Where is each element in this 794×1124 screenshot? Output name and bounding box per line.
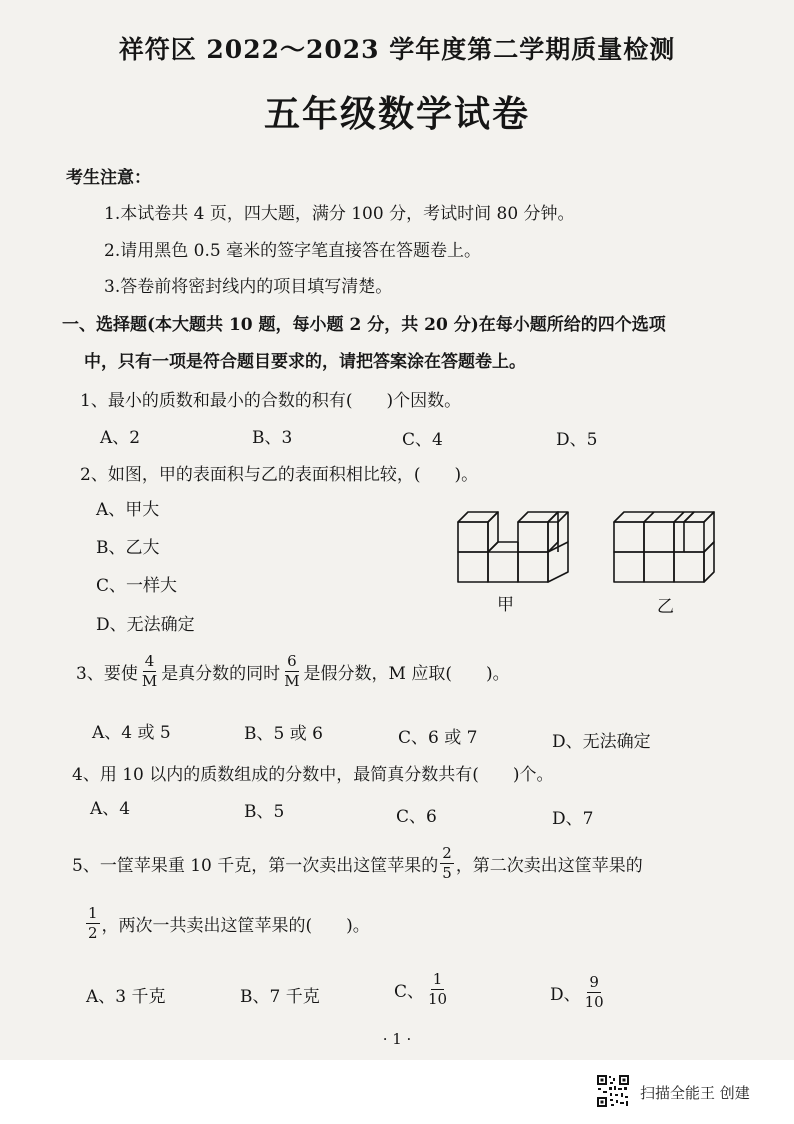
- cube-drawing-yi: [612, 508, 724, 584]
- q4-option-a: A、4: [90, 799, 131, 819]
- q3-fraction-6-over-m: [282, 654, 301, 689]
- q4-option-d: D、7: [552, 809, 594, 829]
- q5-stem-line1: [72, 846, 643, 881]
- q2-option-d: D、无法确定: [96, 615, 195, 635]
- scanner-watermark-label: 扫描全能王 创建: [640, 1084, 750, 1102]
- notice-item-1: 1.本试卷共 4 页，四大题，满分 100 分，考试时间 80 分钟。: [104, 204, 575, 224]
- q3-option-d: D、无法确定: [552, 732, 651, 752]
- exam-title-line1: 祥符区 2022～2023 学年度第二学期质量检测: [118, 35, 676, 64]
- figure-label-jia: 甲: [497, 595, 514, 615]
- q5-option-d-fraction: [583, 975, 606, 1010]
- q5-fraction-2-over-5: [440, 846, 454, 881]
- q5-option-c: [394, 972, 451, 1007]
- q1-option-d: D、5: [556, 430, 598, 450]
- cube-figure-yi: [612, 508, 724, 584]
- q3-fraction-4-over-m: [140, 654, 159, 689]
- notice-heading: 考生注意：: [66, 168, 151, 188]
- q5-option-d-numerator: 9: [589, 973, 599, 991]
- q5-stem-line2: [84, 906, 370, 941]
- q5-option-d-prefix: D、: [550, 985, 581, 1005]
- q3-stem-post: 是假分数，M 应取( )。: [303, 664, 510, 684]
- q5-stem-line2-text: ，两次一共卖出这筐苹果的( )。: [101, 916, 370, 936]
- q3-stem-pre: 3、要使: [76, 664, 138, 684]
- q1-stem: 1、最小的质数和最小的合数的积有( )个因数。: [80, 391, 462, 411]
- cube-drawing-jia: [456, 508, 576, 584]
- q1-option-c: C、4: [402, 430, 443, 450]
- q5-option-c-fraction: [426, 972, 449, 1007]
- q5-fraction-1-over-2: [86, 906, 100, 941]
- figure-label-yi: 乙: [657, 597, 674, 617]
- q3-frac1-numerator: 4: [144, 652, 155, 670]
- q2-option-a: A、甲大: [96, 500, 160, 520]
- q4-option-c: C、6: [396, 807, 437, 827]
- q5-frac2-numerator: 1: [88, 904, 98, 922]
- notice-item-2: 2.请用黑色 0.5 毫米的签字笔直接答在答题卷上。: [104, 241, 482, 261]
- q1-option-b: B、3: [252, 428, 293, 448]
- q5-option-a: A、3 千克: [86, 987, 166, 1007]
- q5-option-c-prefix: C、: [394, 982, 425, 1002]
- q5-option-b: B、7 千克: [240, 987, 320, 1007]
- notice-item-3: 3.答卷前将密封线内的项目填写清楚。: [104, 277, 393, 297]
- q5-stem-post: ，第二次卖出这筐苹果的: [455, 856, 643, 876]
- q3-stem: [76, 654, 510, 689]
- section1-heading-line2: 中，只有一项是符合题目要求的，请把答案涂在答题卷上。: [84, 352, 526, 372]
- q4-stem: 4、用 10 以内的质数组成的分数中，最简真分数共有( )个。: [72, 765, 554, 785]
- page-number: · 1 ·: [382, 1030, 412, 1048]
- q5-option-c-denominator: 10: [428, 990, 448, 1008]
- q3-option-a: A、4 或 5: [92, 723, 171, 743]
- q3-option-b: B、5 或 6: [244, 724, 323, 744]
- cube-figure-jia: [456, 508, 576, 584]
- section1-heading-line1: 一、选择题(本大题共 10 题，每小题 2 分，共 20 分)在每小题所给的四个选项: [62, 315, 666, 335]
- qr-code-icon: [596, 1074, 630, 1108]
- q2-option-b: B、乙大: [96, 538, 160, 558]
- q5-frac2-denominator: 2: [88, 924, 98, 942]
- q5-option-d: [550, 975, 608, 1010]
- q5-frac1-denominator: 5: [442, 864, 452, 882]
- q5-frac1-numerator: 2: [442, 844, 452, 862]
- q5-option-c-numerator: 1: [432, 970, 443, 988]
- q3-stem-mid: 是真分数的同时: [161, 664, 281, 684]
- q3-option-c: C、6 或 7: [398, 728, 478, 748]
- q3-frac2-numerator: 6: [287, 652, 297, 670]
- q5-option-d-denominator: 10: [584, 993, 604, 1011]
- q2-stem: 2、如图，甲的表面积与乙的表面积相比较，( )。: [80, 465, 479, 485]
- q2-option-c: C、一样大: [96, 576, 178, 596]
- q4-option-b: B、5: [244, 802, 285, 822]
- q5-stem-pre: 5、一筐苹果重 10 千克，第一次卖出这筐苹果的: [72, 856, 439, 876]
- q3-frac2-denominator: M: [284, 672, 300, 690]
- q1-option-a: A、2: [100, 428, 141, 448]
- exam-title-line2: 五年级数学试卷: [263, 93, 530, 135]
- q3-frac1-denominator: M: [141, 672, 158, 690]
